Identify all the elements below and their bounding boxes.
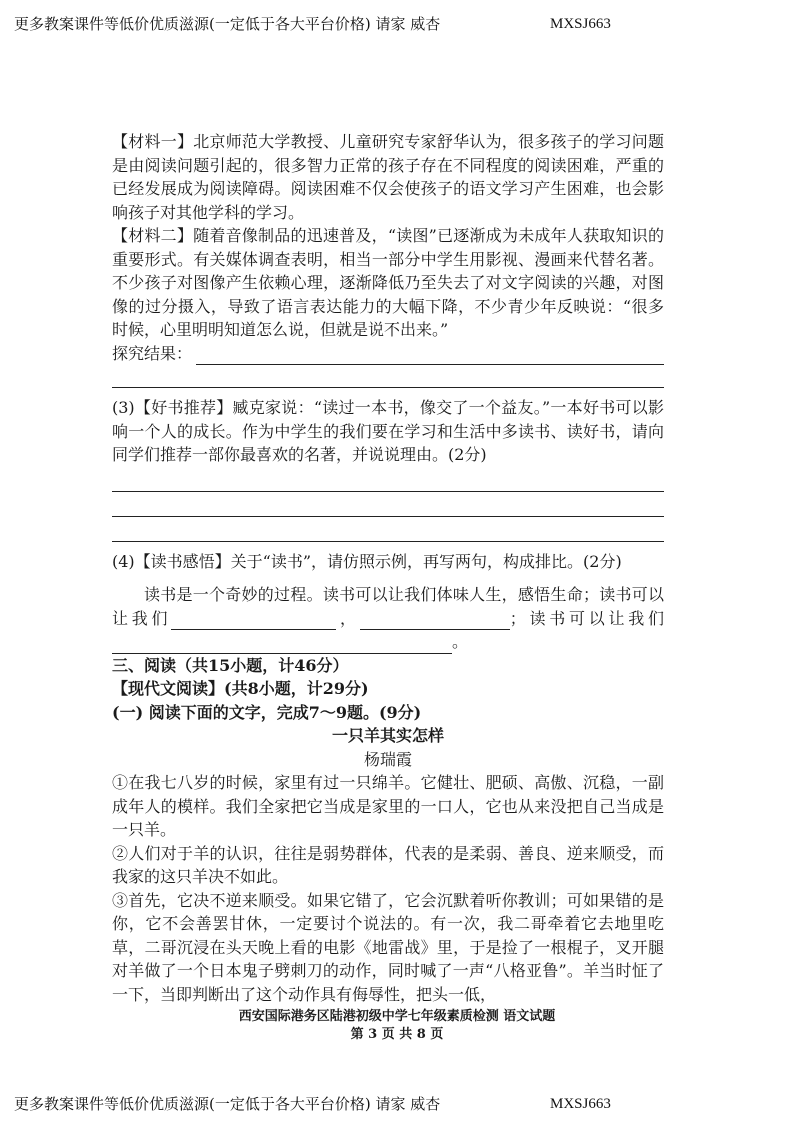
answer-line[interactable] bbox=[112, 467, 664, 492]
separator: ； bbox=[509, 608, 526, 628]
conclusion-line bbox=[112, 342, 664, 366]
section-three-heading: 三、阅读（共15小题，计46分） bbox=[112, 655, 349, 675]
banner-code: MXSJ663 bbox=[550, 1096, 611, 1112]
conclusion-label: 探究结果： bbox=[112, 343, 193, 363]
bottom-banner bbox=[14, 1094, 780, 1114]
separator: ， bbox=[336, 608, 360, 628]
article-paragraph-1: ①在我七八岁的时候，家里有过一只绵羊。它健壮、肥硕、高傲、沉稳，一副成年人的模样。我们全家把它当成是家里的一口人，它也从来没把自己当成是一只羊。 bbox=[112, 773, 664, 839]
question-3: (3)【好书推荐】臧克家说：“读过一本书，像交了一个益友。”一本好书可以影响一个人的成长。作为中学生的我们要在学习和生活中多读书、读好书，请向同学们推荐一部你最喜欢的名著，并说说理由。(2分) bbox=[112, 398, 664, 464]
question-4: (4)【读书感悟】关于“读书”，请仿照示例，再写两句，构成排比。(2分) bbox=[112, 551, 622, 571]
answer-blank[interactable] bbox=[196, 346, 664, 365]
article-title: 一只羊其实怎样 bbox=[331, 726, 444, 745]
answer-blank[interactable] bbox=[360, 611, 510, 630]
material-two: 【材料二】随着音像制品的迅速普及，“读图”已逐渐成为未成年人获取知识的重要形式。有关媒体调查表明，相当一部分中学生用影视、漫画来代替名著。不少孩子对图像产生依赖心理，逐渐降低乃至失去了对文字阅读的兴趣，对图像的过分摄入，导致了语言表达能力的大幅下降，不少青少年反映说：“很多时候，心里明明知道怎么说，但就是说不出来。” bbox=[112, 226, 664, 339]
answer-blank[interactable] bbox=[112, 635, 262, 654]
answer-line[interactable] bbox=[112, 517, 664, 542]
banner-text: 更多教案课件等低价优质滋源(一定低于各大平台价格) 请家 威杏 bbox=[14, 1095, 441, 1113]
answer-blank[interactable] bbox=[171, 611, 336, 630]
footer-school: 西安国际港务区陆港初级中学七年级素质检测 语文试题 bbox=[238, 1009, 556, 1024]
part-one-heading: (一) 阅读下面的文字，完成7～9题。(9分) bbox=[112, 702, 422, 722]
article-author: 杨瑞霞 bbox=[363, 749, 412, 769]
example-tail: 读书可以让我们 bbox=[525, 608, 664, 628]
top-banner bbox=[14, 14, 780, 34]
banner-code: MXSJ663 bbox=[550, 16, 611, 32]
page-content bbox=[112, 130, 664, 1006]
answer-line[interactable] bbox=[112, 492, 664, 517]
page-footer bbox=[0, 1008, 794, 1044]
article-paragraph-3: ③首先，它决不逆来顺受。如果它错了，它会沉默着听你教训；可如果错的是你，它不会善罢甘休，一定要讨个说法的。有一次，我二哥牵着它去地里吃草，二哥沉浸在头天晚上看的电影《地雷战》里，于是捡了一根棍子，叉开腿对羊做了一个日本鬼子劈刺刀的动作，同时喊了一声“八格亚鲁”。羊当时怔了一下，当即判断出了这个动作具有侮辱性，把头一低， bbox=[112, 890, 664, 1004]
question-4-example bbox=[112, 583, 664, 654]
modern-reading-heading: 【现代文阅读】(共8小题，计29分) bbox=[112, 679, 369, 698]
example-text: 读书是一个奇妙的过程。读书可以让我们体味人生，感悟生命；读书可以让我们 bbox=[112, 585, 664, 628]
answer-line[interactable] bbox=[112, 365, 664, 388]
answer-blank[interactable] bbox=[262, 635, 452, 654]
article-paragraph-2: ②人们对于羊的认识，往往是弱势群体，代表的是柔弱、善良、逆来顺受，而我家的这只羊决不如此。 bbox=[112, 843, 664, 886]
footer-page-number: 第 3 页 共 8 页 bbox=[350, 1027, 444, 1042]
period: 。 bbox=[452, 632, 469, 651]
banner-text: 更多教案课件等低价优质滋源(一定低于各大平台价格) 请家 威杏 bbox=[14, 15, 441, 33]
material-one: 【材料一】北京师范大学教授、儿童研究专家舒华认为，很多孩子的学习问题是由阅读问题引起的，很多智力正常的孩子存在不同程度的阅读困难，严重的已经发展成为阅读障碍。阅读困难不仅会使孩子的语文学习产生困难，也会影响孩子对其他学科的学习。 bbox=[112, 132, 664, 222]
